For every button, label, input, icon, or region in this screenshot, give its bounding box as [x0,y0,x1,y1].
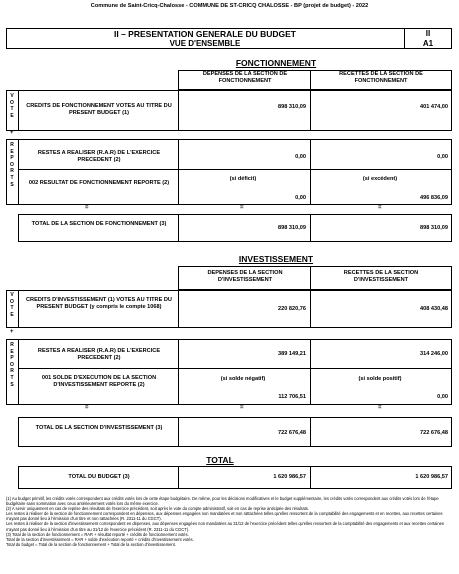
fonct-rar-depenses: 0,00 [295,154,306,160]
equals-sign: = [85,405,89,411]
fonct-resultat-depenses: 0,00 [295,195,306,201]
footnote: (2) A servir uniquement en cas de reprise des résultats de l'exercice précédent, soit après le vote du compte administratif, soit en cas de reprise anticipée des résultats. [6,506,309,512]
page-subtitle: VUE D'ENSEMBLE [169,39,241,48]
invest-credits-label: CREDITS D'INVESTISSEMENT (1) VOTES AU TITRE DU PRESENT BUDGET (y compris le compte 1068) [26,297,172,310]
fonct-credits-recettes: 401 474,00 [420,104,448,110]
invest-col-depenses: DEPENSES DE LA SECTION D'INVESTISSEMENT [207,270,283,283]
footnote: (1) Au budget primitif, les crédits votés correspondent aux crédits votés lors de cette étape budgétaire. De même, pour les décisions modificatives et le budget supplémentaire, les crédits votés correspondent aux crédits votés lors de l'étape budgétaire sans sommation avec ceux antérieurement votés lors du même exercice. [6,496,439,507]
fonct-resultat-label: 002 RESULTAT DE FONCTIONNEMENT REPORTE (2) [28,180,170,186]
plus-sign: + [10,130,14,136]
fonct-resultat-dep-note: (si déficit) [229,176,257,182]
invest-credits-recettes: 408 430,48 [420,306,448,312]
document-header: Commune de Saint-Cricq-Chalosse - COMMUNE DE ST-CRICQ CHALOSSE - BP (projet de budget) - 2022 [90,3,369,9]
footnotes [6,496,452,547]
budget-total-label: TOTAL DU BUDGET (3) [68,474,130,480]
equals-sign: = [240,205,244,211]
invest-solde-depenses: 112 706,51 [278,394,306,400]
section-heading-fonctionnement: FONCTIONNEMENT [235,58,317,68]
fonct-total-depenses: 898 310,09 [278,225,306,231]
page-title: II – PRESENTATION GENERALE DU BUDGET [114,29,296,39]
fonct-reports-label: R E P O R T S [10,142,14,188]
equals-sign: = [85,205,89,211]
fonct-resultat-recettes: 496 836,09 [420,195,448,201]
fonct-rar-label: RESTES A REALISER (R.A.R) DE L'EXERCICE PRECEDENT (2) [37,150,161,163]
footnote: Total de la section d'investissement = RAR + solde d'exécution reporté + crédits d'investissement votés. [6,536,194,542]
invest-credits-depenses: 220 820,76 [278,306,306,312]
equals-sign: = [240,405,244,411]
section-heading-total: TOTAL [206,455,234,465]
fonct-vote-label: V O T E [10,93,14,119]
fonct-rar-recettes: 0,00 [437,154,448,160]
title-code-2: A1 [422,39,434,48]
invest-reports-label: R E P O R T S [10,342,14,388]
invest-col-recettes: RECETTES DE LA SECTION D'INVESTISSEMENT [343,270,419,283]
invest-solde-rec-note: (si solde positif) [358,376,402,382]
plus-sign: + [10,329,14,335]
invest-total-depenses: 722 676,48 [278,430,306,436]
equals-sign: = [378,405,382,411]
invest-rar-label: RESTES A REALISER (R.A.R) DE L'EXERCICE PRECEDENT (2) [37,348,161,361]
fonct-col-depenses: DEPENSES DE LA SECTION DE FONCTIONNEMENT [202,71,288,84]
title-code-1: II [425,29,431,38]
invest-total-label: TOTAL DE LA SECTION D'INVESTISSEMENT (3) [35,425,163,431]
footnote: Total du budget = Total de la section de fonctionnement + Total de la section d'investissement. [6,541,176,547]
invest-rar-recettes: 314 246,00 [420,351,448,357]
invest-rar-depenses: 389 149,21 [278,351,306,357]
budget-total-depenses: 1 620 986,57 [273,474,306,480]
fonct-credits-depenses: 898 310,09 [278,104,306,110]
fonct-col-recettes: RECETTES DE LA SECTION DE FONCTIONNEMENT [339,71,423,84]
invest-solde-dep-note: (si solde négatif) [220,376,266,382]
invest-solde-recettes: 0,00 [437,394,448,400]
fonct-total-recettes: 898 310,09 [420,225,448,231]
budget-total-recettes: 1 620 986,57 [415,474,448,480]
fonct-resultat-rec-note: (si excédent) [362,176,398,182]
equals-sign: = [378,205,382,211]
fonct-total-label: TOTAL DE LA SECTION DE FONCTIONNEMENT (3) [31,221,167,227]
footnote: Les restes à réaliser de la section d'investissement correspondent en dépenses, aux dépenses engagées non mandatées au 31/12 de l'exercice précédent telles qu'elles ressortent de la comptabilité des engagements et aux recettes certaines n'ayant pas donné lieu à l'émission d'un titre au 31/12 de l'exercice précédent (R. 2311-11 du CGCT). [6,521,444,532]
invest-total-recettes: 722 676,48 [420,430,448,436]
footnote: Les restes à réaliser de la section de fonctionnement correspondent en dépenses, aux dépenses engagées non mandatées et non rattachées telles qu'elles ressortent de la comptabilité des engagements et en recettes, aux recettes certaines n'ayant pas donné lieu à l'émission d'un titre et non rattachées (R. 2311-11 du CGCT). [6,511,443,522]
section-heading-investissement: INVESTISSEMENT [238,254,314,264]
fonct-credits-label: CREDITS DE FONCTIONNEMENT VOTES AU TITRE DU PRESENT BUDGET (1) [26,103,172,116]
footnote: (3) Total de la section de fonctionnement = RAR + résultat reporté + crédits de fonctionnement votés. [6,531,189,537]
invest-vote-label: V O T E [10,292,14,318]
invest-solde-label: 001 SOLDE D'EXECUTION DE LA SECTION D'INVESTISSEMENT REPORTE (2) [41,375,157,388]
